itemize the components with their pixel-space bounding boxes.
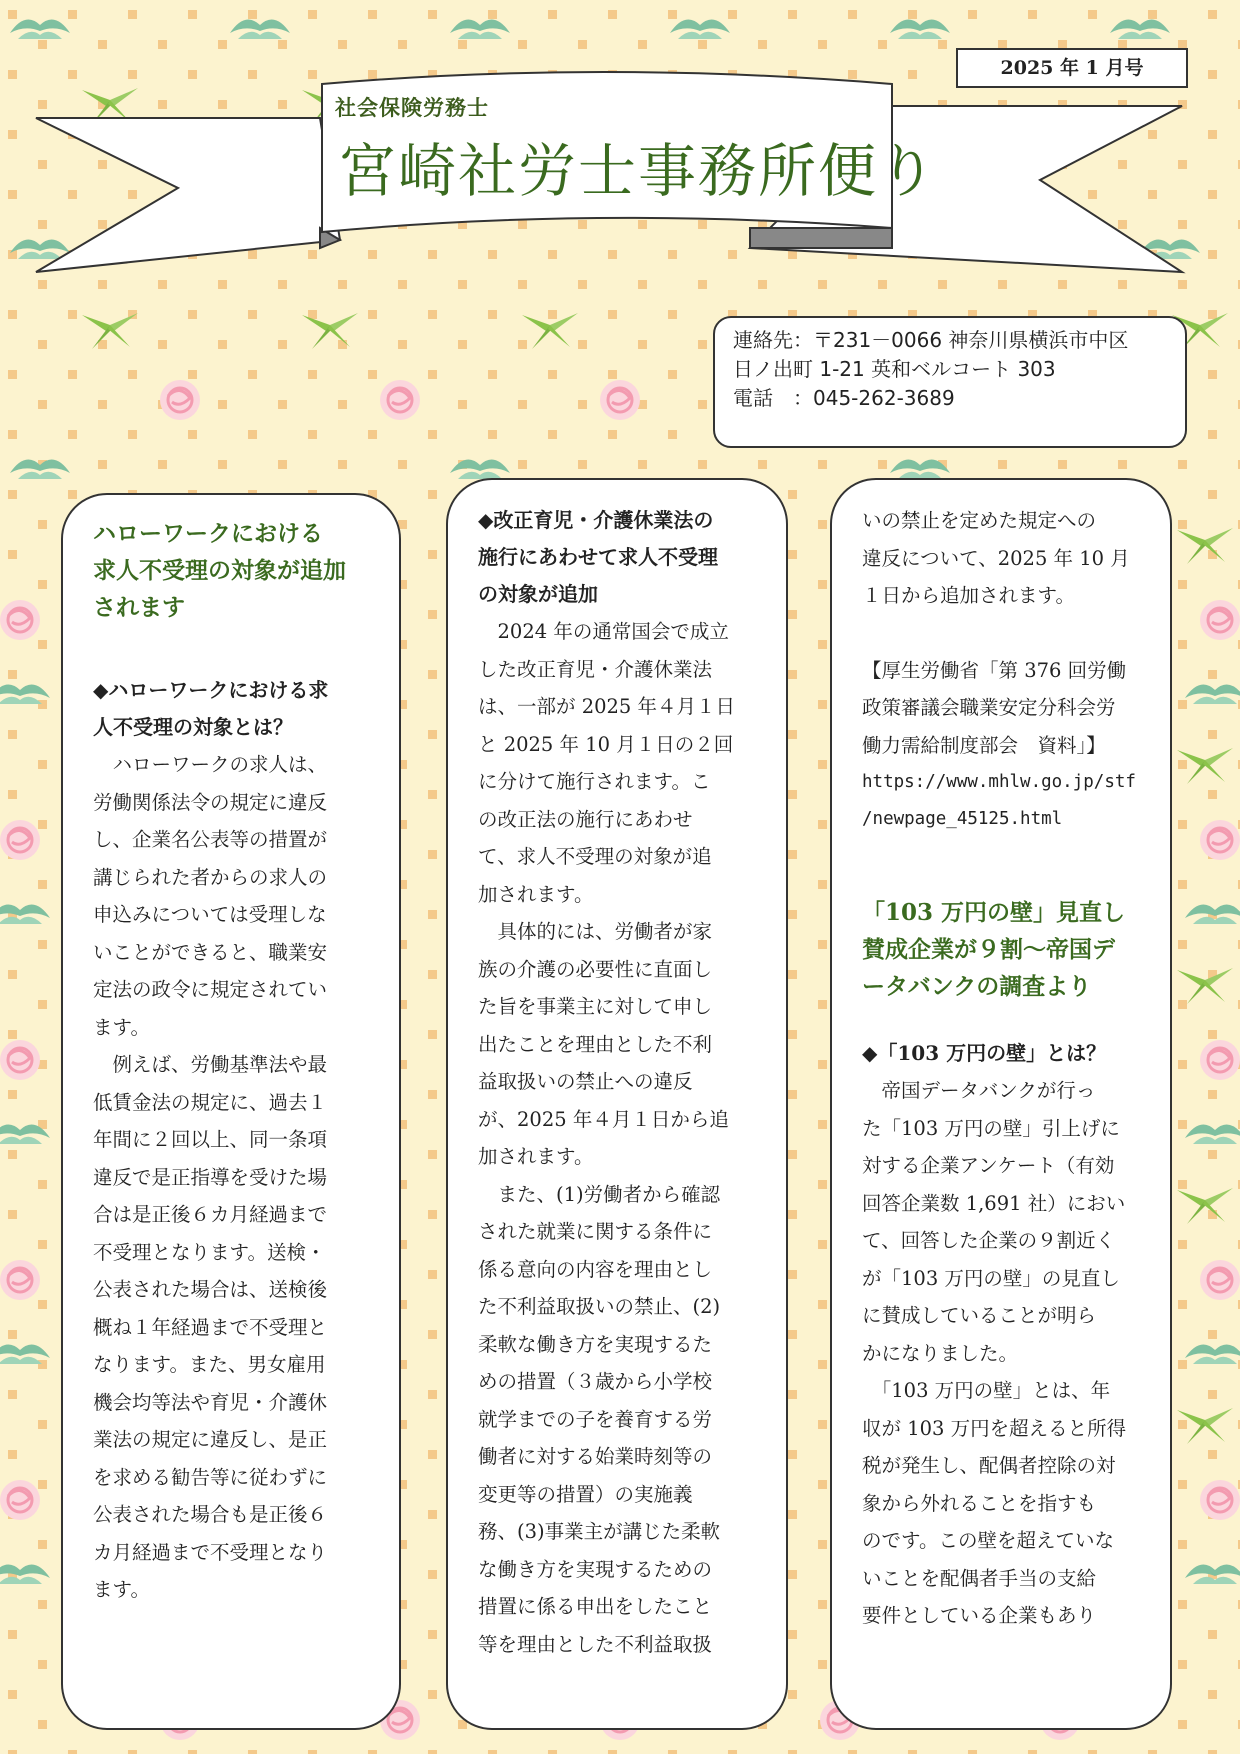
article-title: 求人不受理の対象が追加 [93, 557, 346, 584]
column-2 [446, 478, 788, 1730]
source-line: 【厚生労働省「第 376 回労働 [862, 658, 1127, 682]
body-line: 措置に係る申出をしたこと [478, 1595, 713, 1618]
contact-box [713, 316, 1187, 448]
body-line: 税が発生し、配偶者控除の対 [862, 1454, 1116, 1477]
body-line: に分けて施行されます。こ [478, 770, 711, 793]
body-line: 回答企業数 1,691 社）におい [862, 1191, 1126, 1215]
body-line: 公表された場合も是正後６ [93, 1503, 328, 1526]
body-line: また、(1)労働者から確認 [478, 1182, 721, 1206]
article-title: されます [93, 594, 185, 621]
body-line: 収が 103 万円を超えると所得 [862, 1416, 1127, 1440]
column-1 [61, 493, 401, 1730]
body-line: 変更等の措置）の実施義 [478, 1482, 693, 1506]
body-line: いの禁止を定めた規定への [862, 509, 1097, 532]
contact-phone-line: 電話 ：045-262-3689 [733, 386, 955, 410]
section-heading: ◆ハローワークにおける求 [93, 678, 329, 702]
body-line: 機会均等法や育児・介護休 [93, 1390, 328, 1414]
body-line: 「103 万円の壁」とは、年 [862, 1379, 1111, 1402]
body-line: て、求人不受理の対象が追 [478, 845, 712, 868]
body-line: 係る意向の内容を理由とし [478, 1257, 713, 1281]
body-line: に賛成していることが明ら [862, 1304, 1097, 1327]
body-line: 対する企業アンケート（有効 [862, 1154, 1115, 1177]
body-line: 就学までの子を養育する労 [478, 1407, 713, 1431]
body-line: 概ね１年経過まで不受理と [93, 1315, 328, 1339]
body-line: な働き方を実現するための [478, 1557, 713, 1581]
issue-label: 2025 年 1 月号 [956, 48, 1188, 88]
body-line: 労働関係法令の規定に違反 [93, 790, 328, 814]
banner-subtitle: 社会保険労務士 [335, 95, 489, 120]
body-line: た不利益取扱いの禁止、(2) [478, 1295, 721, 1318]
body-line: かになりました。 [862, 1341, 1019, 1365]
body-line: を求める勧告等に従わずに [93, 1465, 328, 1489]
body-line: 講じられた者からの求人の [93, 865, 328, 889]
body-line: が、2025 年４月１日から追 [478, 1107, 729, 1131]
source-line: 政策審議会職業安定分科会労 [862, 696, 1116, 719]
body-line: た旨を事業主に対して申し [478, 995, 713, 1018]
body-line: 2024 年の通常国会で成立 [478, 620, 729, 643]
article-title: 賛成企業が９割～帝国デ [862, 936, 1115, 963]
body-line: 柔軟な働き方を実現するた [478, 1332, 713, 1356]
body-line: 低賃金法の規定に、過去１ [93, 1090, 328, 1114]
body-line: １日から追加されます。 [862, 584, 1075, 607]
body-line: 合は是正後６カ月経過まで [93, 1203, 328, 1226]
body-line: 業法の規定に違反し、是正 [93, 1428, 328, 1451]
body-line: 族の介護の必要性に直面し [478, 957, 713, 981]
source-url: /newpage_45125.html [862, 809, 1063, 829]
body-line: 申込みについては受理しな [93, 903, 327, 926]
body-line: て、回答した企業の９割近く [862, 1229, 1116, 1252]
body-line: は、一部が 2025 年４月１日 [478, 695, 736, 718]
body-line: と 2025 年 10 月１日の２回 [478, 732, 734, 756]
contact-address-line: 日ノ出町 1-21 英和ベルコート 303 [733, 357, 1056, 381]
body-line: ます。 [93, 1015, 150, 1039]
source-url: https://www.mhlw.go.jp/stf [862, 772, 1136, 792]
body-line: いことができると、職業安 [93, 940, 328, 964]
article-title: 「103 万円の壁」見直し [862, 899, 1126, 926]
section-heading: 施行にあわせて求人不受理 [478, 545, 718, 569]
body-line: 定法の政令に規定されてい [93, 978, 328, 1001]
article-title: ハローワークにおける [93, 520, 323, 547]
body-line: 例えば、労働基準法や最 [93, 1053, 328, 1076]
body-line: なります。また、男女雇用 [93, 1353, 326, 1376]
body-line: めの措置（３歳から小学校 [478, 1370, 713, 1393]
body-line: 具体的には、労働者が家 [478, 920, 713, 943]
section-heading: の対象が追加 [478, 582, 598, 606]
body-line: ます。 [93, 1578, 150, 1601]
column-3 [830, 478, 1172, 1730]
article-title: ータバンクの調査より [862, 973, 1092, 1000]
body-line: の改正法の施行にあわせ [478, 807, 693, 831]
newsletter-title: 宮崎社労士事務所便り [338, 137, 939, 205]
body-line: 務、(3)事業主が講じた柔軟 [478, 1520, 721, 1543]
body-line: 益取扱いの禁止への違反 [478, 1070, 693, 1093]
body-line: 加されます。 [478, 1145, 594, 1168]
body-line: 年間に２回以上、同一条項 [93, 1128, 328, 1151]
source-line: 働力需給制度部会 資料」】 [862, 733, 1106, 757]
section-heading: ◆「103 万円の壁」とは？ [862, 1041, 1107, 1065]
body-line: た「103 万円の壁」引上げに [862, 1116, 1120, 1140]
body-line: 等を理由とした不利益取扱 [478, 1632, 713, 1656]
section-heading: 人不受理の対象とは？ [93, 715, 293, 739]
body-line: いことを配偶者手当の支給 [862, 1566, 1097, 1590]
contact-address-line: 連絡先：〒231－0066 神奈川県横浜市中区 [733, 328, 1129, 352]
body-line: 違反について、2025 年 10 月 [862, 546, 1130, 570]
body-line: 帝国データバンクが行っ [862, 1079, 1096, 1102]
body-line: 働者に対する始業時刻等の [478, 1445, 713, 1468]
body-line: が「103 万円の壁」の見直し [862, 1266, 1120, 1290]
body-line: ハローワークの求人は、 [93, 753, 328, 776]
body-line: し、企業名公表等の措置が [93, 828, 328, 851]
body-line: カ月経過まで不受理となり [93, 1540, 328, 1564]
body-line: 象から外れることを指すも [862, 1491, 1097, 1515]
body-line: 要件としている企業もあり [862, 1604, 1097, 1627]
body-line: された就業に関する条件に [478, 1220, 713, 1243]
body-line: した改正育児・介護休業法 [478, 657, 713, 681]
body-line: 加されます。 [478, 882, 594, 906]
body-line: 違反で是正指導を受けた場 [93, 1165, 328, 1189]
body-line: 出たことを理由とした不利 [478, 1032, 713, 1056]
body-line: 公表された場合は、送検後 [93, 1278, 328, 1301]
body-line: のです。この壁を超えていな [862, 1529, 1114, 1552]
body-line: 不受理となります。送検・ [93, 1240, 326, 1264]
section-heading: ◆改正育児・介護休業法の [478, 508, 714, 532]
